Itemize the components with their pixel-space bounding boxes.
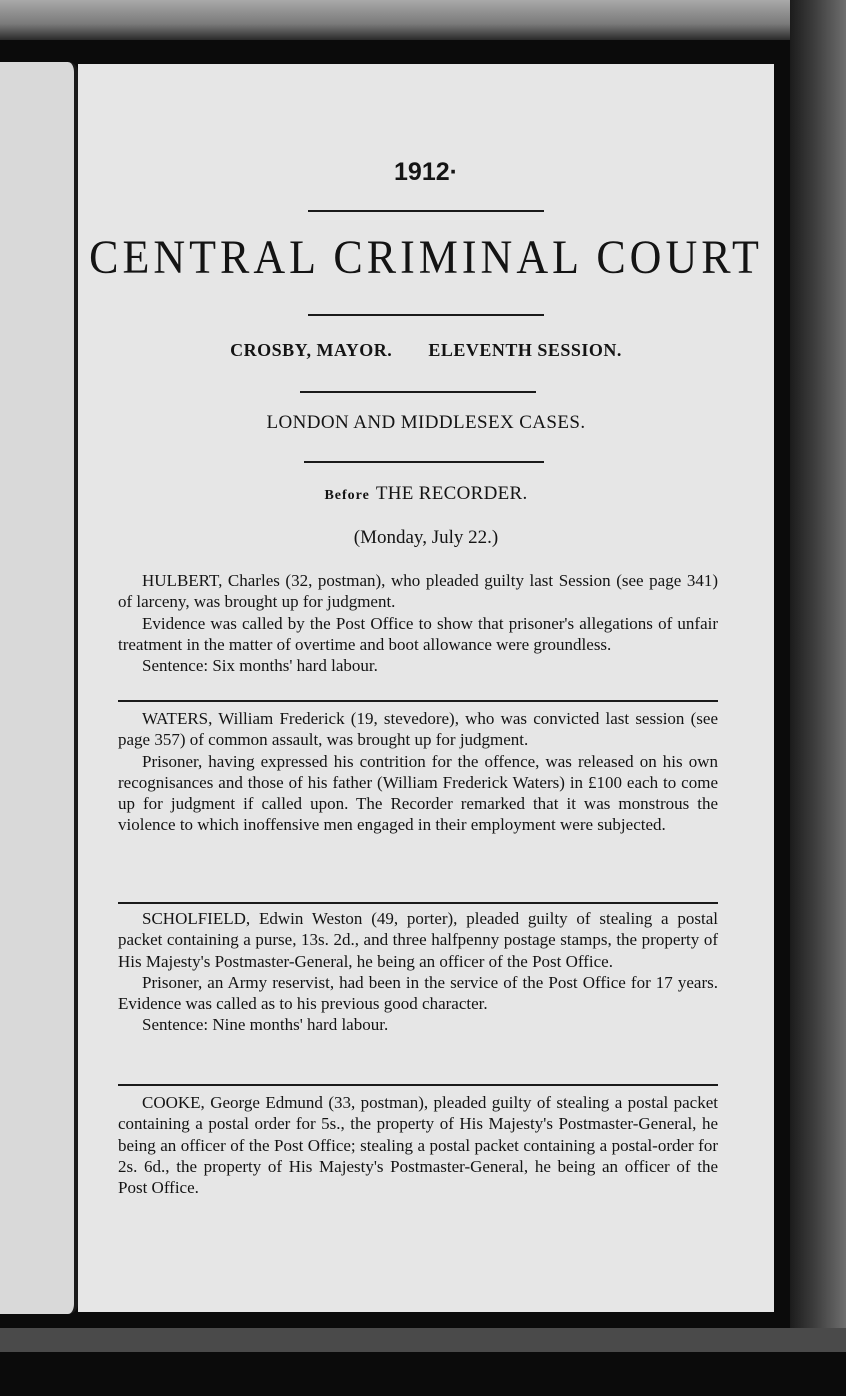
cases-heading: LONDON AND MIDDLESEX CASES. [266, 412, 586, 433]
case-statement: HULBERT, Charles (32, postman), who pleaded guilty last Session (see page 341) of larceny, was brought up for judgment. [118, 571, 718, 612]
before-judge: THE RECORDER. [375, 483, 528, 504]
year-heading: 1912· [394, 158, 458, 186]
case-separator [118, 1084, 718, 1086]
case-entry-scholfield [118, 908, 718, 1036]
divider-rule [308, 210, 544, 212]
case-detail: Prisoner, having expressed his contrition for the offence, was released on his own recognisances and those of his father (William Frederick Waters) in £100 each to come up for judgment if called upon. The Recorder remarked that it was monstrous the violence to which inoffensive men engaged in their employment were subjected. [118, 751, 718, 835]
case-statement: WATERS, William Frederick (19, stevedore), who was convicted last session (see page 357) of common assault, was brought up for judgment. [118, 709, 718, 750]
divider-rule [300, 391, 536, 393]
scan-top-edge [0, 0, 846, 40]
session-label: ELEVENTH SESSION. [428, 340, 622, 360]
case-separator [118, 902, 718, 904]
divider-rule [308, 314, 544, 316]
case-sentence: Sentence: Six months' hard labour. [142, 656, 378, 676]
case-entry-waters [118, 708, 718, 836]
hearing-date: (Monday, July 22.) [353, 527, 499, 548]
case-statement: COOKE, George Edmund (33, postman), pleaded guilty of stealing a postal packet containing a postal order for 5s., the property of His Majesty's Postmaster-General, he being an officer of the Post Office; stealing a postal packet containing a postal-order for 2s. 6d., the property of His Majesty's Postmaster-General, he being an officer of the Post Office. [118, 1093, 718, 1198]
book-spine-shadow [790, 0, 846, 1330]
case-entry-hulbert [118, 570, 718, 676]
divider-rule [304, 461, 544, 463]
case-separator [118, 700, 718, 702]
before-prefix: Before [324, 488, 370, 503]
court-title: CENTRAL CRIMINAL COURT [89, 231, 763, 284]
case-detail: Prisoner, an Army reservist, had been in the service of the Post Office for 17 years. Evidence was called as to his previous good character. [118, 972, 718, 1014]
facing-page-edge [0, 62, 78, 1314]
document-page [78, 64, 774, 1312]
scan-bottom-edge [0, 1328, 846, 1352]
session-line [78, 340, 774, 361]
case-sentence: Sentence: Nine months' hard labour. [142, 1015, 389, 1035]
before-line [78, 483, 774, 505]
case-entry-cooke [118, 1092, 718, 1198]
case-detail: Evidence was called by the Post Office to show that prisoner's allegations of unfair treatment in the matter of overtime and boot allowance were groundless. [118, 613, 718, 654]
case-statement: SCHOLFIELD, Edwin Weston (49, porter), pleaded guilty of stealing a postal packet containing a purse, 13s. 2d., and three halfpenny postage stamps, the property of His Majesty's Postmaster-General, he being an officer of the Post Office. [118, 909, 718, 971]
mayor-label: CROSBY, MAYOR. [230, 340, 393, 360]
